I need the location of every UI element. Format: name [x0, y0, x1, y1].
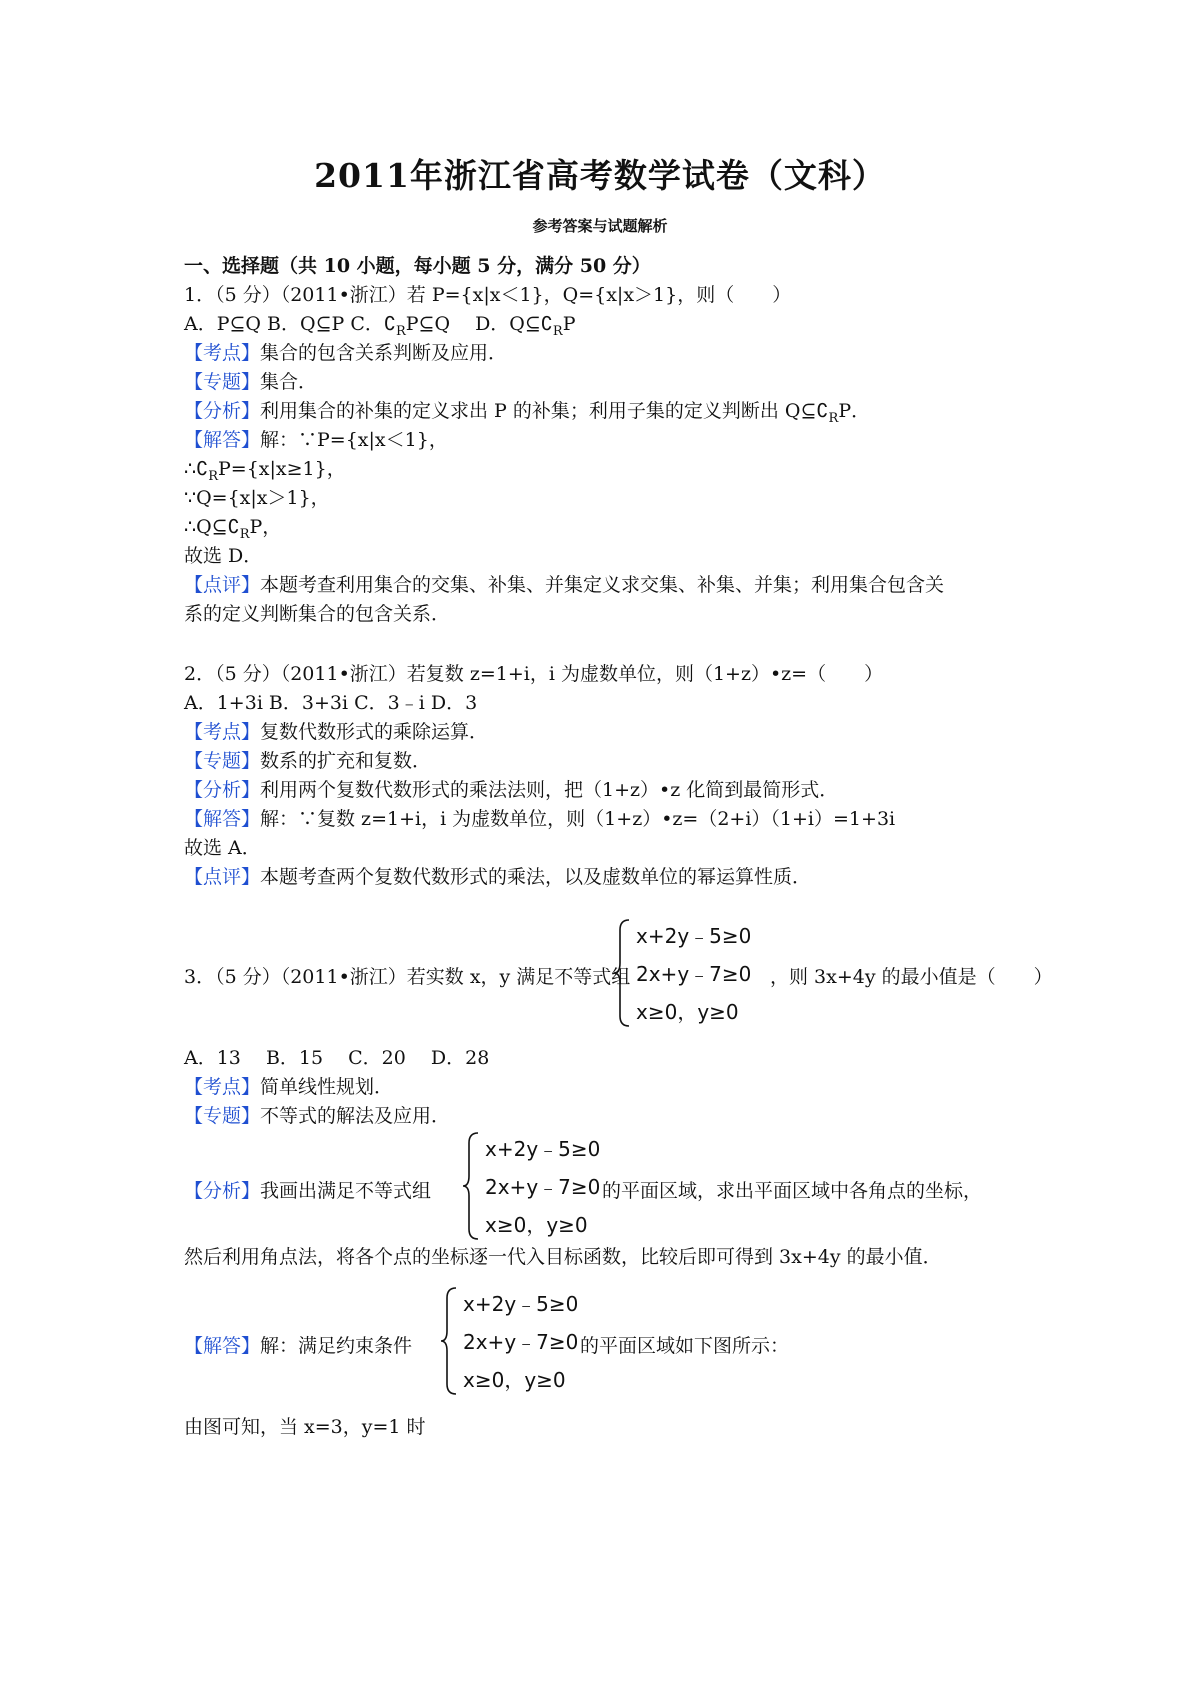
left-brace-icon	[441, 1286, 459, 1396]
q3-jieda-prefix: 【解答】解：满足约束条件	[184, 1335, 413, 1357]
left-brace-icon	[614, 918, 632, 1028]
q2-kaodian: 【考点】复数代数形式的乘除运算．	[184, 721, 489, 743]
tag-zhuanti: 【专题】	[184, 371, 261, 393]
tag-dianping: 【点评】	[184, 574, 261, 596]
tag-zhuanti: 【专题】	[184, 750, 261, 772]
section-heading: 一、选择题（共 10 小题，每小题 5 分，满分 50 分）	[184, 255, 651, 277]
q3-fenxi-inequality-system	[463, 1131, 613, 1241]
left-brace-icon	[463, 1131, 481, 1241]
q3-jieda-inequality-system	[441, 1286, 591, 1396]
q1-dianping: 【点评】本题考查利用集合的交集、补集、并集定义求交集、补集、并集；利用集合包含关	[184, 574, 945, 596]
q2-jieda: 【解答】解：∵复数 z=1+i，i 为虚数单位，则（1+z）•z=（2+i）（1+i）=1+3i	[184, 808, 896, 830]
q1-fenxi: 【分析】利用集合的补集的定义求出 P 的补集；利用子集的定义判断出 $Q⊆∁_RP$．	[184, 400, 871, 426]
q3-kaodian: 【考点】简单线性规划．	[184, 1076, 394, 1098]
q3-inequality-system	[614, 918, 764, 1028]
q1-step-4: $\therefore Q⊆∁_RP$，	[184, 516, 282, 542]
inequality-1: x+2y﹣5≥0	[485, 1137, 601, 1161]
q3-fenxi-cont: 然后利用角点法，将各个点的坐标逐一代入目标函数，比较后即可得到 3x+4y 的最小值．	[184, 1246, 942, 1268]
q3-fenxi-prefix: 【分析】我画出满足不等式组	[184, 1180, 432, 1202]
q1-stem: 1．（5 分）（2011•浙江）若 P={x|x＜1}，Q={x|x＞1}，则（ ）	[184, 284, 792, 306]
q3-jieda-suffix: 的平面区域如下图所示：	[580, 1335, 790, 1357]
inequality-2: 2x+y﹣7≥0	[636, 962, 752, 986]
tag-fenxi: 【分析】	[184, 400, 261, 422]
q3-stem-suffix: ，则 3x+4y 的最小值是（ ）	[770, 966, 1053, 988]
tag-fenxi: 【分析】	[184, 1180, 261, 1202]
q3-stem-prefix: 3．（5 分）（2011•浙江）若实数 x，y 满足不等式组	[184, 966, 631, 988]
q1-jieda: 【解答】解：∵P={x|x＜1}，	[184, 429, 448, 451]
q1-step-3: ∵Q={x|x＞1}，	[184, 487, 330, 509]
q2-fenxi: 【分析】利用两个复数代数形式的乘法法则，把（1+z）•z 化简到最简形式．	[184, 779, 839, 801]
tag-jieda: 【解答】	[184, 1335, 261, 1357]
q2-stem: 2．（5 分）（2011•浙江）若复数 z=1+i，i 为虚数单位，则（1+z）•z=（ ）	[184, 663, 884, 685]
q3-zhuanti: 【专题】不等式的解法及应用．	[184, 1105, 451, 1127]
inequality-1: x+2y﹣5≥0	[463, 1292, 579, 1316]
tag-dianping: 【点评】	[184, 866, 261, 888]
q1-options: A．P⊆Q B．Q⊆P C．$∁_RP⊆Q$ D．$Q⊆∁_RP$	[184, 313, 576, 339]
q3-fenxi-suffix: 的平面区域，求出平面区域中各角点的坐标，	[602, 1180, 983, 1202]
tag-kaodian: 【考点】	[184, 1076, 261, 1098]
inequality-2: 2x+y﹣7≥0	[485, 1175, 601, 1199]
tag-jieda: 【解答】	[184, 429, 261, 451]
page-subtitle: 参考答案与试题解析	[532, 217, 668, 235]
q2-answer: 故选 A．	[184, 837, 261, 859]
q2-dianping: 【点评】本题考查两个复数代数形式的乘法，以及虚数单位的幂运算性质．	[184, 866, 812, 888]
tag-zhuanti: 【专题】	[184, 1105, 261, 1127]
q2-zhuanti: 【专题】数系的扩充和复数．	[184, 750, 432, 772]
tag-kaodian: 【考点】	[184, 342, 261, 364]
q1-answer: 故选 D．	[184, 545, 263, 567]
q3-conclusion: 由图可知，当 x=3，y=1 时	[184, 1416, 426, 1438]
q1-zhuanti: 【专题】集合．	[184, 371, 318, 393]
tag-jieda: 【解答】	[184, 808, 261, 830]
tag-kaodian: 【考点】	[184, 721, 261, 743]
inequality-3: x≥0，y≥0	[485, 1213, 588, 1237]
q1-step-2: $\therefore∁_RP=\{x|x\ge 1\}$，	[184, 458, 346, 484]
q2-options: A．1+3i B．3+3i C．3﹣i D．3	[184, 692, 478, 714]
inequality-3: x≥0，y≥0	[463, 1368, 566, 1392]
page-title: 2011年浙江省高考数学试卷（文科）	[314, 156, 886, 195]
q1-dianping-cont: 系的定义判断集合的包含关系．	[184, 603, 451, 625]
inequality-1: x+2y﹣5≥0	[636, 924, 752, 948]
inequality-3: x≥0，y≥0	[636, 1000, 739, 1024]
q3-options: A．13 B．15 C．20 D．28	[184, 1047, 490, 1069]
inequality-2: 2x+y﹣7≥0	[463, 1330, 579, 1354]
q1-kaodian: 【考点】集合的包含关系判断及应用．	[184, 342, 508, 364]
tag-fenxi: 【分析】	[184, 779, 261, 801]
